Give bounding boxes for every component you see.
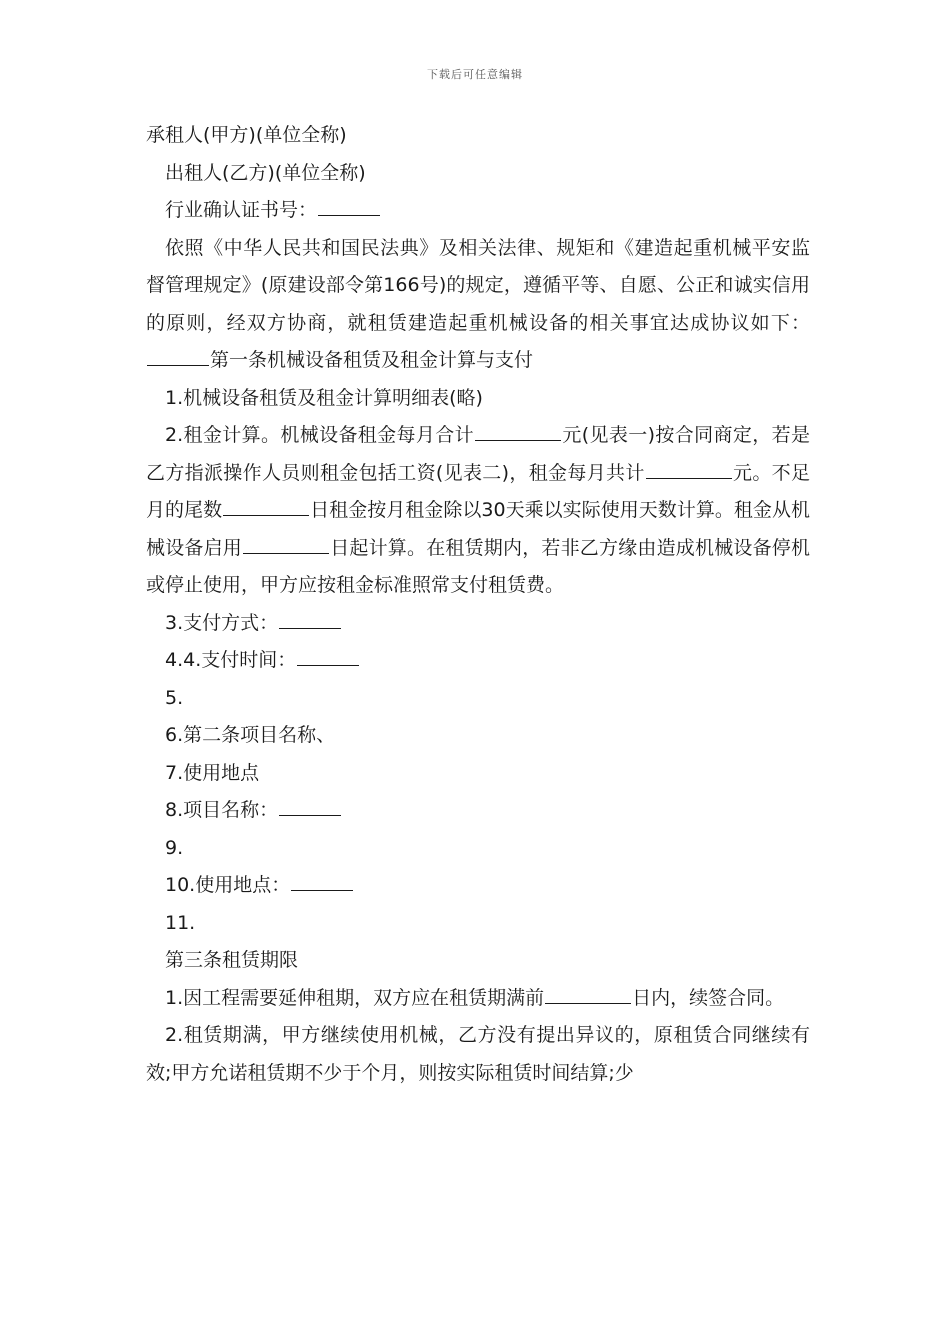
- blank-line: [147, 348, 209, 366]
- blank-line: [297, 648, 359, 666]
- item-7-text: 7.使用地点: [165, 761, 260, 784]
- page-header-note: 下载后可任意编辑: [427, 68, 523, 81]
- item-5-text: 5.: [165, 686, 184, 709]
- blank-line: [318, 198, 380, 216]
- item-4: [146, 642, 810, 680]
- blank-line: [291, 873, 353, 891]
- art3-item-1-text-b: 日内，续签合同。: [632, 986, 785, 1009]
- blank-line: [279, 610, 341, 628]
- item-8: [146, 792, 810, 830]
- blank-line: [475, 423, 561, 441]
- lessee-line: [146, 117, 810, 155]
- item-8-text: 8.项目名称：: [165, 799, 279, 821]
- document-body: [146, 117, 810, 1092]
- article1-title: 第一条机械设备租赁及租金计算与支付: [210, 349, 534, 371]
- item-4-text: 4.4.支付时间：: [165, 649, 297, 671]
- item-11-text: 11.: [165, 911, 196, 934]
- art3-item-1: [146, 980, 810, 1018]
- lessor-line: [146, 155, 810, 193]
- intro-text: 依照《中华人民共和国民法典》及相关法律、规矩和《建造起重机械平安监督管理规定》(原建设部令第166号)的规定，遵循平等、自愿、公正和诚实信用的原则，经双方协商，就租赁建造起重机械设备的相关事宜达成协议如下：: [146, 236, 810, 334]
- item-6-text: 6.第二条项目名称、: [165, 724, 336, 746]
- item-2-text-d: 日租金按月租金除以30天乘以实际使用天数计算。租金从机械设备启用: [146, 499, 810, 559]
- item-2: [146, 417, 810, 605]
- blank-line: [545, 985, 631, 1003]
- item-10: [146, 867, 810, 905]
- item-5: [146, 680, 810, 718]
- blank-line: [243, 535, 329, 553]
- art3-item-1-text-a: 1.因工程需要延伸租期，双方应在租赁期满前: [165, 986, 545, 1009]
- lessee-text: 承租人(甲方)(单位全称): [146, 124, 347, 146]
- item-1-text: 1.机械设备租赁及租金计算明细表(略): [165, 386, 483, 409]
- item-1: [146, 380, 810, 418]
- blank-line: [223, 498, 309, 516]
- art3-item-2-text: 2.租赁期满，甲方继续使用机械，乙方没有提出异议的，原租赁合同继续有效;甲方允诺租赁期不少于个月，则按实际租赁时间结算;少: [146, 1024, 810, 1084]
- item-2-text-c: 元。不足月的尾数: [146, 461, 810, 521]
- item-9: [146, 830, 810, 868]
- item-9-text: 9.: [165, 836, 184, 859]
- art3-item-2: [146, 1017, 810, 1092]
- article3-title-text: 第三条租赁期限: [165, 949, 299, 971]
- intro-paragraph: [146, 230, 810, 380]
- article3-title: [146, 942, 810, 980]
- cert-label: 行业确认证书号：: [165, 199, 318, 221]
- blank-line: [279, 798, 341, 816]
- cert-line: [146, 192, 810, 230]
- item-3-text: 3.支付方式：: [165, 611, 279, 634]
- blank-line: [646, 460, 732, 478]
- item-6: [146, 717, 810, 755]
- item-2-text-e: 日起计算。在租赁期内，若非乙方缘由造成机械设备停机或停止使用，甲方应按租金标准照常支付租赁费。: [146, 536, 810, 596]
- item-10-text: 10.使用地点：: [165, 874, 291, 896]
- item-7: [146, 755, 810, 793]
- item-2-text-a: 2.租金计算。机械设备租金每月合计: [165, 424, 475, 446]
- item-2-text-b: 元(见表一)按合同商定，若是乙方指派操作人员则租金包括工资(见表二)，租金每月共计: [146, 424, 810, 484]
- lessor-text: 出租人(乙方)(单位全称): [165, 161, 366, 184]
- item-3: [146, 605, 810, 643]
- item-11: [146, 905, 810, 943]
